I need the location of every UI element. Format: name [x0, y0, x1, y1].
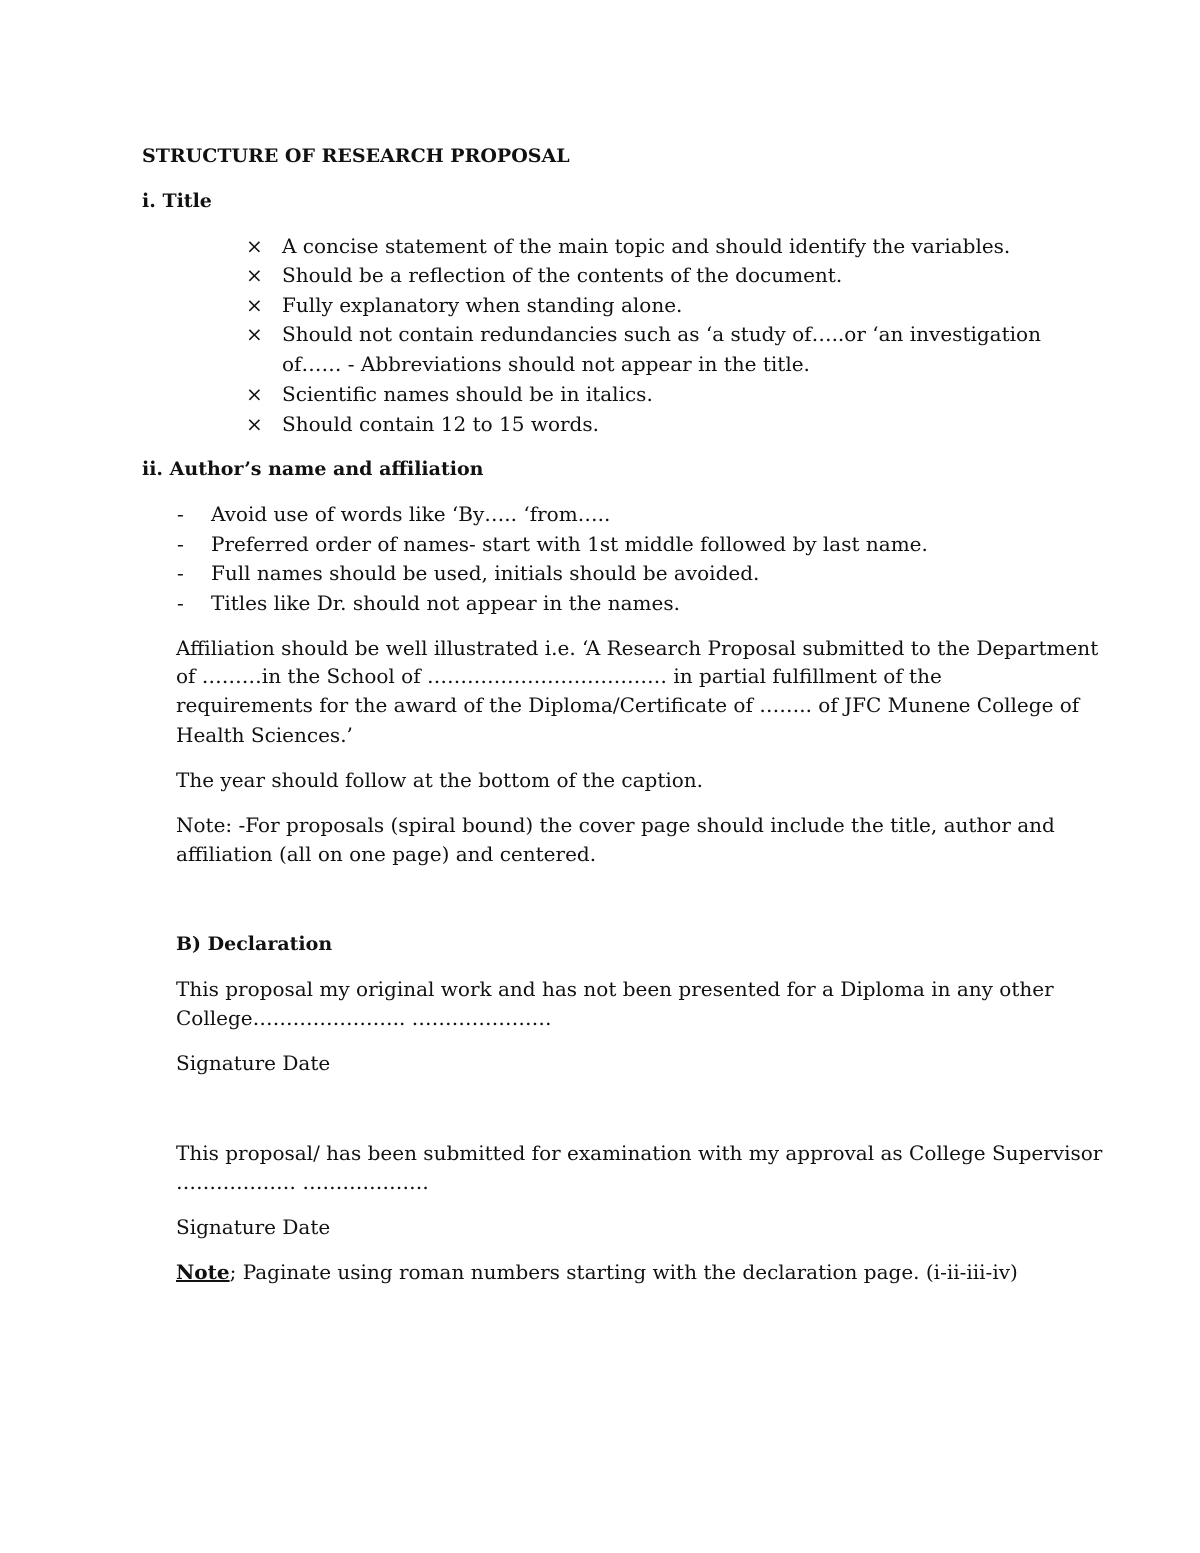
paragraph-line: ……………… ………………. [176, 1170, 429, 1194]
dash-bullet-icon: - [177, 591, 184, 615]
paragraph-line: Note: -For proposals (spiral bound) the cover page should include the title, author and [176, 813, 1055, 837]
section-author-heading: ii. Author’s name and affiliation [142, 458, 484, 480]
dash-bullet-icon: - [177, 532, 184, 556]
pagination-note [176, 1258, 1018, 1286]
cross-bullet-icon: × [246, 412, 263, 436]
paragraph-line: This proposal my original work and has not been presented for a Diploma in any other [176, 977, 1054, 1001]
list-item-text: Should be a reflection of the contents of the document. [282, 263, 843, 287]
list-item-text: Fully explanatory when standing alone. [282, 293, 683, 317]
paragraph-line: Affiliation should be well illustrated i.e. ‘A Research Proposal submitted to the Department [176, 636, 1099, 660]
paragraph-line: affiliation (all on one page) and centered. [176, 842, 597, 866]
list-item-text: Preferred order of names- start with 1st middle followed by last name. [211, 532, 928, 556]
paragraph-line: requirements for the award of the Diploma/Certificate of …….. of JFC Munene College of [176, 693, 1080, 717]
dash-bullet-icon: - [177, 502, 184, 526]
note-text: ; Paginate using roman numbers starting with the declaration page. (i-ii-iii-iv) [229, 1260, 1018, 1284]
list-item-text: Should contain 12 to 15 words. [282, 412, 599, 436]
paragraph-line: College………………….. ………………… [176, 1006, 552, 1030]
cross-bullet-icon: × [246, 263, 263, 287]
paragraph-line: This proposal/ has been submitted for examination with my approval as College Supervisor [176, 1141, 1103, 1165]
year-paragraph: The year should follow at the bottom of the caption. [176, 768, 704, 792]
cross-bullet-icon: × [246, 293, 263, 317]
cross-bullet-icon: × [246, 234, 263, 258]
cross-bullet-icon: × [246, 382, 263, 406]
list-item-continuation: of…… - Abbreviations should not appear in the title. [282, 352, 810, 376]
cross-bullet-icon: × [246, 322, 263, 346]
list-item-text: Titles like Dr. should not appear in the names. [211, 591, 680, 615]
section-title-heading: i. Title [142, 190, 212, 212]
signature-date-label: Signature Date [176, 1051, 331, 1075]
signature-date-label: Signature Date [176, 1215, 331, 1239]
note-label: Note [176, 1260, 230, 1284]
list-item-text: Avoid use of words like ‘By….. ‘from….. [211, 502, 611, 526]
document-title: STRUCTURE OF RESEARCH PROPOSAL [142, 145, 570, 167]
paragraph-line: Health Sciences.’ [176, 723, 353, 747]
list-item-text: Full names should be used, initials should be avoided. [211, 561, 760, 585]
dash-bullet-icon: - [177, 561, 184, 585]
list-item-text: Scientific names should be in italics. [282, 382, 653, 406]
list-item-text: Should not contain redundancies such as ‘a study of…..or ‘an investigation [282, 322, 1041, 346]
list-item-text: A concise statement of the main topic and should identify the variables. [282, 234, 1011, 258]
paragraph-line: of ………in the School of ……………………………… in partial fulfillment of the [176, 664, 942, 688]
section-declaration-heading: B) Declaration [176, 933, 333, 955]
